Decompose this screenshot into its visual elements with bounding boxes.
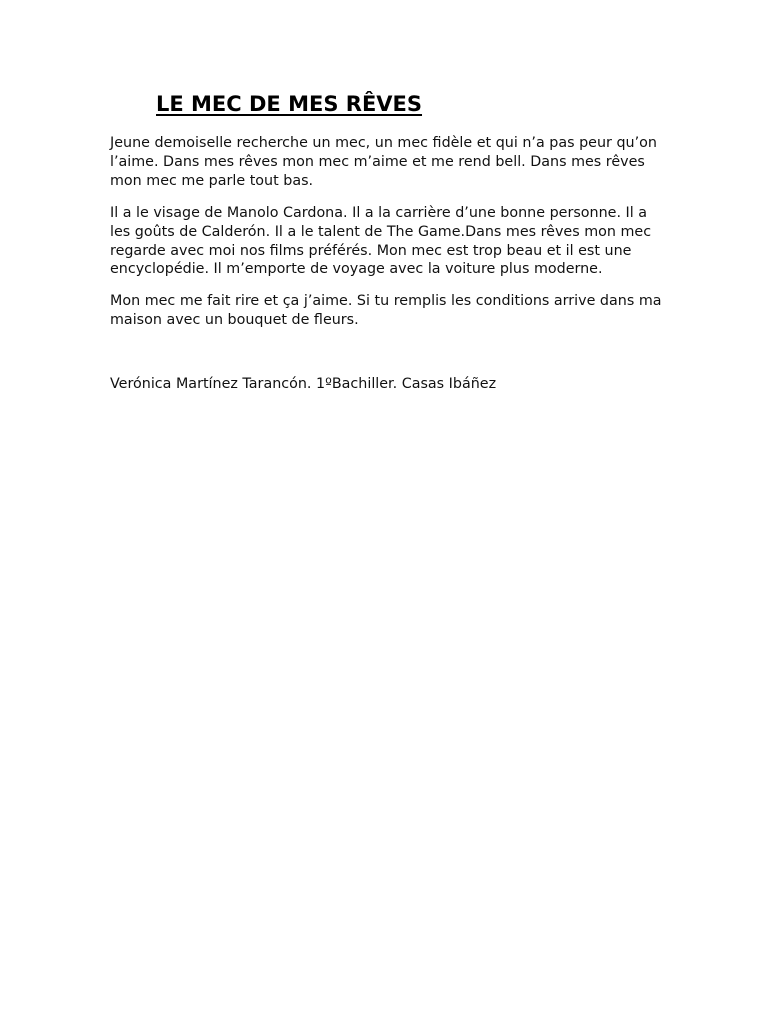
document-title: LE MEC DE MES RÊVES <box>156 92 423 116</box>
paragraph-2: Il a le visage de Manolo Cardona. Il a la carrière d’une bonne personne. Il a les goûts de Calderón. Il a le talent de The Game.Dans mes rêves mon mec regarde avec moi nos films préférés. Mon mec est trop beau et il est une encyclopédie. Il m’emporte de voyage avec la voiture plus moderne. <box>110 205 652 278</box>
author-signature: Verónica Martínez Tarancón. 1ºBachiller. Casas Ibáñez <box>110 376 497 392</box>
paragraph-3: Mon mec me fait rire et ça j’aime. Si tu remplis les conditions arrive dans ma maison avec un bouquet de fleurs. <box>110 293 662 328</box>
paragraph-1: Jeune demoiselle recherche un mec, un mec fidèle et qui n’a pas peur qu’on l’aime. Dans mes rêves mon mec m’aime et me rend bell. Dans mes rêves mon mec me parle tout bas. <box>110 135 657 189</box>
